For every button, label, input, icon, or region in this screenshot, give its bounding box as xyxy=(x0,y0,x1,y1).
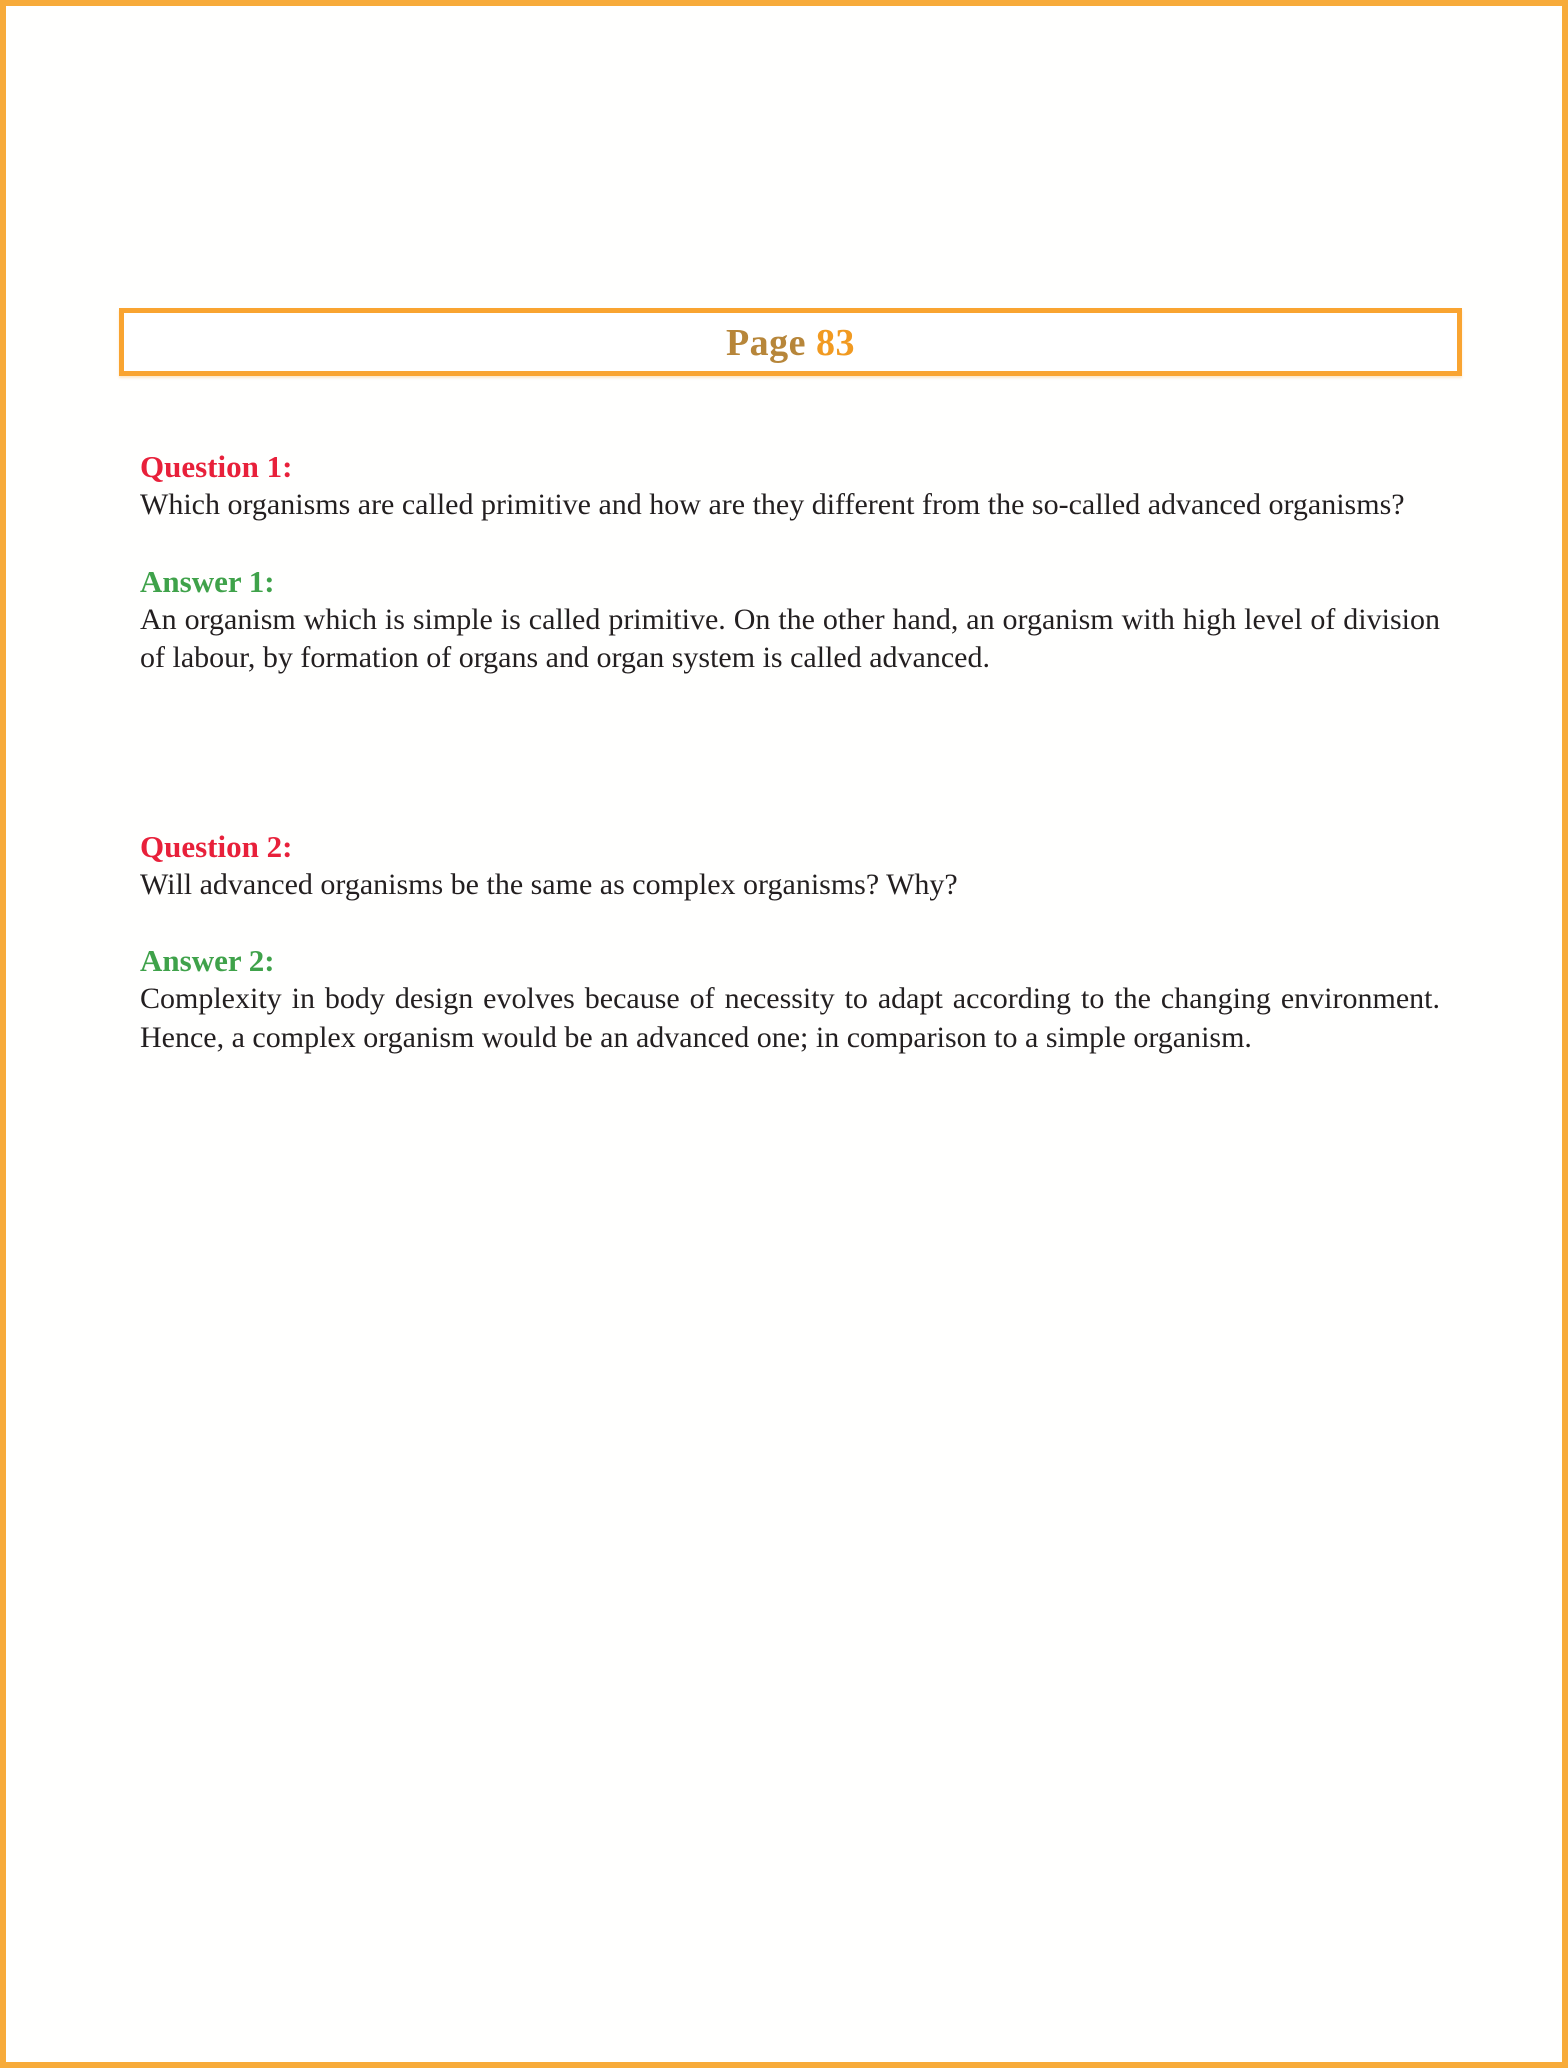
answer-1-label: Answer 1: xyxy=(140,563,275,599)
qa-content xyxy=(140,448,1440,1057)
answer-1-text: An organism which is simple is called primitive. On the other hand, an organism with high level of division of labour, by formation of organs and organ system is called advanced. xyxy=(140,602,1440,674)
answer-2-text: Complexity in body design evolves because of necessity to adapt according to the changing environment. Hence, a complex organism would be an advanced one; in comparison to a simple organism. xyxy=(140,982,1440,1054)
qa-block-2 xyxy=(140,828,1440,1058)
answer-2-label: Answer 2: xyxy=(140,943,275,978)
question-1-text: Which organisms are called primitive and how are they different from the so-called advanced organisms? xyxy=(140,488,1405,521)
question-2-label: Question 2: xyxy=(140,828,293,864)
page-title-box xyxy=(119,308,1462,376)
question-1-label: Question 1: xyxy=(140,449,293,484)
page-title xyxy=(726,321,855,365)
page-title-number: 83 xyxy=(816,322,856,364)
qa-block-1 xyxy=(140,448,1440,678)
page-title-word: Page xyxy=(725,322,807,364)
question-2-text: Will advanced organisms be the same as complex organisms? Why? xyxy=(140,867,958,901)
